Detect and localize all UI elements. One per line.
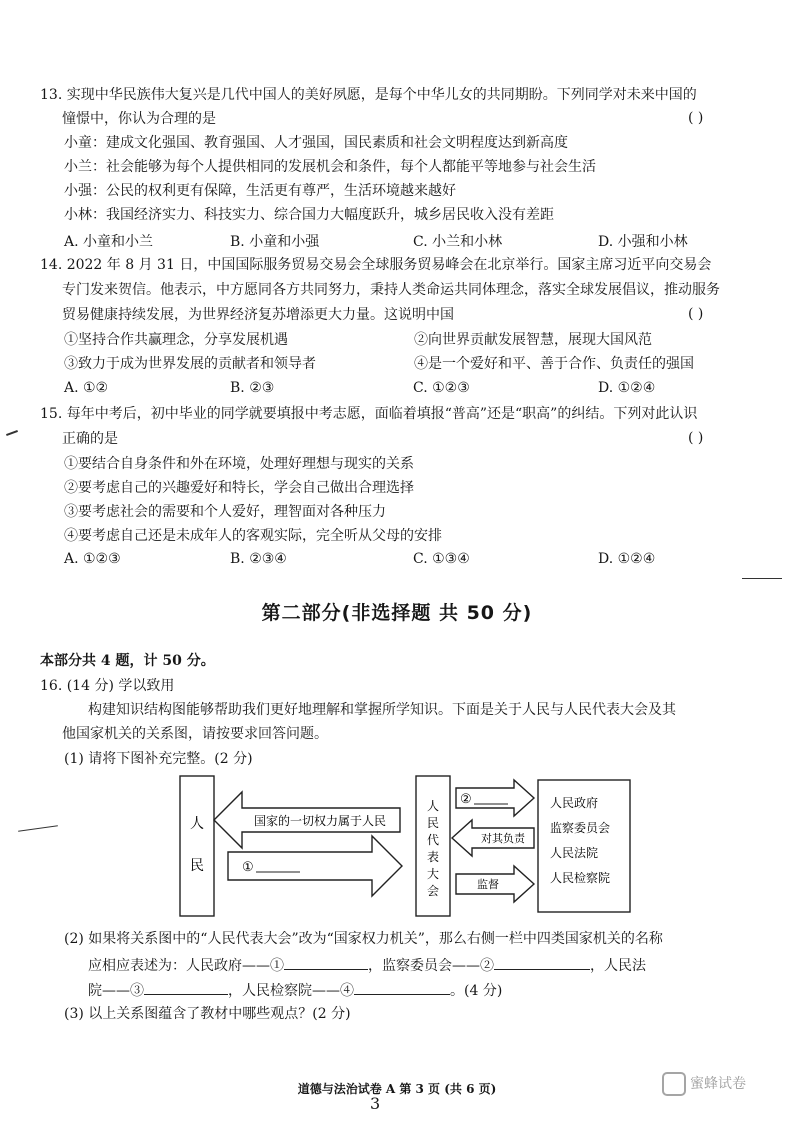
answer-blank-2[interactable] — [494, 955, 590, 970]
q13-stem-line2: 憧憬中，你认为合理的是 — [62, 111, 216, 127]
q14-option-b: B. ②③ — [230, 380, 275, 396]
q15-option-c: C. ①③④ — [413, 551, 470, 567]
q14-stem-line3: 贸易健康持续发展，为世界经济复苏增添更大力量。这说明中国 — [62, 307, 454, 323]
q13-stem-line1: 13. 实现中华民族伟大复兴是几代中国人的美好夙愿，是每个中华儿女的共同期盼。下列同学对未来中国的 — [40, 87, 697, 103]
scan-mark-left — [6, 430, 18, 436]
q16-sub2-line3 — [88, 980, 502, 1000]
q16-sub2-line3-b: ，人民检察院——④ — [228, 983, 354, 999]
people-box-char-2: 民 — [190, 858, 204, 874]
q15-option-b: B. ②③④ — [230, 551, 287, 567]
q16-header: 16. (14 分) 学以致用 — [40, 678, 175, 694]
answer-blank-3[interactable] — [144, 980, 228, 995]
q14-item-1: ①坚持合作共赢理念，分享发展机遇 — [64, 332, 288, 348]
bottom-arrow — [228, 836, 402, 896]
q13-option-a: A. 小童和小兰 — [64, 234, 154, 250]
q15-item-1: ①要结合自身条件和外在环境，处理好理想与现实的关系 — [64, 456, 414, 472]
q16-desc-line1: 构建知识结构图能够帮助我们更好地理解和掌握所学知识。下面是关于人民与人民代表大会及其 — [88, 702, 676, 718]
q13-statement-2: 小兰：社会能够为每个人提供相同的发展机会和条件，每个人都能平等地参与社会生活 — [64, 159, 596, 175]
page-footer: 道德与法治试卷 A 第 3 页 (共 6 页) — [297, 1082, 497, 1096]
q15-item-2: ②要考虑自己的兴趣爱好和特长，学会自己做出合理选择 — [64, 480, 414, 496]
congress-char-4: 表 — [426, 850, 440, 864]
q14-stem-line2: 专门发来贺信。他表示，中方愿同各方共同努力，秉持人类命运共同体理念，落实全球发展倡议，推动服务 — [62, 282, 720, 298]
q16-sub2-line1: (2) 如果将关系图中的“人民代表大会”改为“国家权力机关”，那么右侧一栏中四类国家机关的名称 — [64, 931, 663, 947]
relationship-diagram — [0, 772, 794, 922]
organ-4: 人民检察院 — [550, 871, 611, 885]
q13-answer-paren: ( ) — [688, 110, 704, 126]
watermark-text: 蜜蜂试卷 — [690, 1076, 746, 1092]
top-arrow-label: 国家的一切权力属于人民 — [253, 814, 387, 828]
q13-option-b: B. 小童和小强 — [230, 234, 320, 250]
scan-mark-right — [742, 578, 782, 579]
q15-answer-paren: ( ) — [688, 430, 704, 446]
q16-sub2-line2-c: ，人民法 — [590, 958, 646, 974]
answer-blank-4[interactable] — [354, 980, 450, 995]
people-box-char-1: 人 — [190, 816, 204, 832]
q16-sub1: (1) 请将下图补充完整。(2 分) — [64, 751, 253, 767]
q16-sub2-line2-a: 应相应表述为：人民政府——① — [88, 958, 284, 974]
organ-3: 人民法院 — [550, 846, 599, 860]
q16-sub3: (3) 以上关系图蕴含了教材中哪些观点？(2 分) — [64, 1006, 351, 1022]
bottom-arrow-label: ① — [242, 860, 254, 875]
part2-intro: 本部分共 4 题，计 50 分。 — [40, 653, 215, 669]
q13-option-c: C. 小兰和小林 — [413, 234, 503, 250]
congress-char-5: 大 — [426, 867, 440, 881]
arrow-supervise-label: 监督 — [477, 878, 499, 891]
part2-title: 第二部分(非选择题 共 50 分) — [261, 602, 533, 624]
answer-blank-1[interactable] — [284, 955, 368, 970]
q14-item-3: ③致力于成为世界发展的贡献者和领导者 — [64, 356, 316, 372]
q16-desc-line2: 他国家机关的关系图，请按要求回答问题。 — [62, 726, 328, 742]
q14-answer-paren: ( ) — [688, 306, 704, 322]
q16-sub2-line3-a: 院——③ — [88, 983, 144, 999]
congress-char-2: 民 — [426, 816, 440, 830]
watermark-logo-icon — [662, 1072, 686, 1096]
q16-sub2-line3-c: 。(4 分) — [450, 983, 503, 999]
q14-item-4: ④是一个爱好和平、善于合作、负责任的强国 — [414, 356, 694, 372]
congress-char-3: 代 — [426, 833, 440, 847]
q15-stem-line1: 15. 每年中考后，初中毕业的同学就要填报中考志愿，面临着填报“普高”还是“职高”的纠结。下列对此认识 — [40, 406, 698, 422]
congress-char-1: 人 — [426, 799, 440, 813]
q13-statement-4: 小林：我国经济实力、科技实力、综合国力大幅度跃升，城乡居民收入没有差距 — [64, 207, 554, 223]
q15-stem-line2: 正确的是 — [62, 431, 118, 447]
q14-option-d: D. ①②④ — [598, 380, 656, 396]
page-number: 3 — [370, 1094, 381, 1113]
organ-1: 人民政府 — [550, 796, 599, 810]
q14-item-2: ②向世界贡献发展智慧，展现大国风范 — [414, 332, 652, 348]
organ-2: 监察委员会 — [550, 821, 611, 835]
q13-option-d: D. 小强和小林 — [598, 234, 688, 250]
q15-option-d: D. ①②④ — [598, 551, 656, 567]
arrow-responsible-label: 对其负责 — [481, 832, 525, 845]
q15-item-4: ④要考虑自己还是未成年人的客观实际，完全听从父母的安排 — [64, 528, 442, 544]
q13-statement-3: 小强：公民的权利更有保障，生活更有尊严，生活环境越来越好 — [64, 183, 456, 199]
q14-option-c: C. ①②③ — [413, 380, 470, 396]
q13-statement-1: 小童：建成文化强国、教育强国、人才强国，国民素质和社会文明程度达到新高度 — [64, 135, 568, 151]
q16-sub2-line2-b: ，监察委员会——② — [368, 958, 494, 974]
q15-item-3: ③要考虑社会的需要和个人爱好，理智面对各种压力 — [64, 504, 386, 520]
q15-option-a: A. ①②③ — [64, 551, 121, 567]
arrow-2-label: ② — [460, 792, 472, 807]
q16-sub2-line2 — [88, 955, 646, 975]
q14-stem-line1: 14. 2022 年 8 月 31 日，中国国际服务贸易交易会全球服务贸易峰会在北京举行。国家主席习近平向交易会 — [40, 257, 712, 273]
congress-char-6: 会 — [426, 884, 440, 898]
people-box — [180, 776, 214, 916]
q14-option-a: A. ①② — [64, 380, 109, 396]
watermark — [662, 1072, 746, 1096]
